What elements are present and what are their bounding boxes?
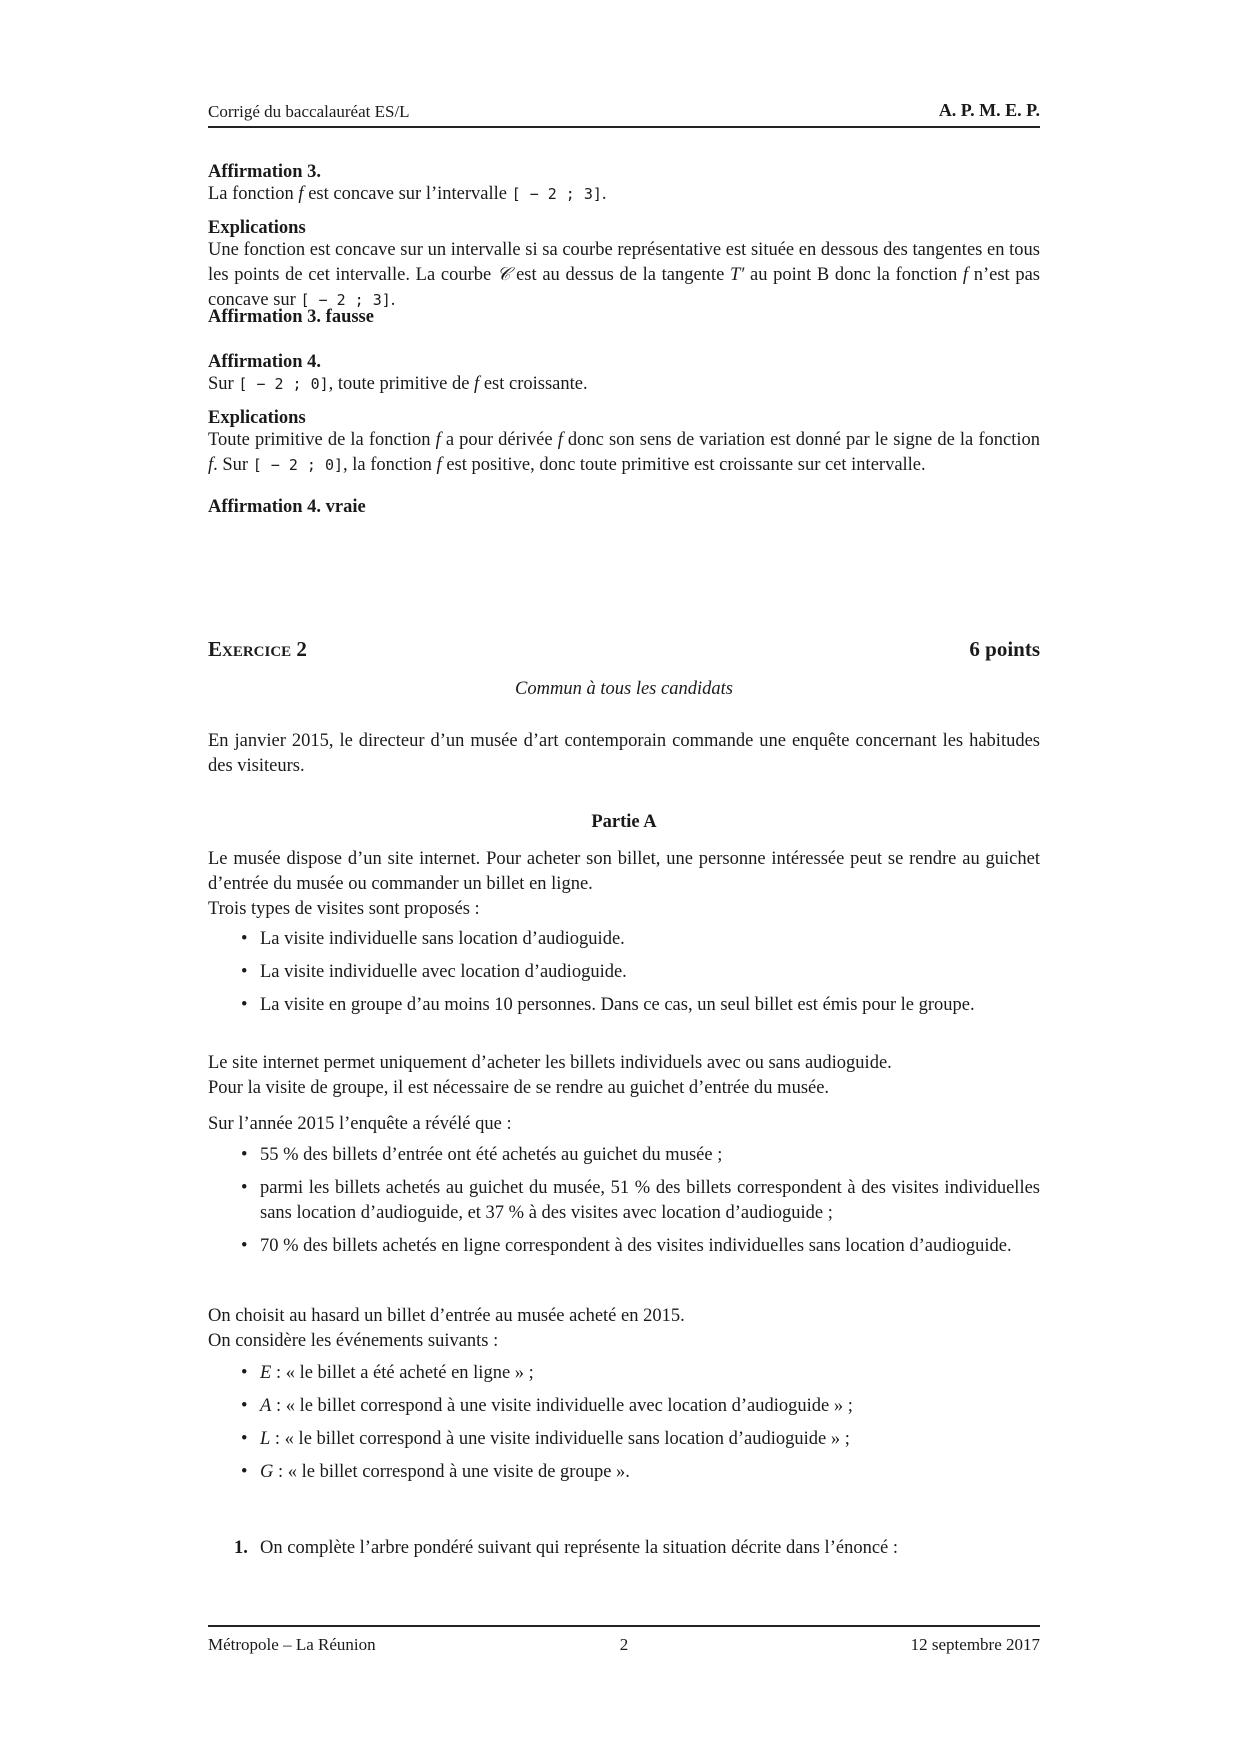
aff4-statement: Sur [ − 2 ; 0], toute primitive de f est croissante. xyxy=(208,374,588,394)
footer-location: Métropole – La Réunion xyxy=(208,1635,376,1654)
list-item: • La visite en groupe d’au moins 10 personnes. Dans ce cas, un seul billet est émis pour le groupe. xyxy=(241,995,975,1015)
header-title: Corrigé du baccalauréat ES/L xyxy=(208,102,410,121)
visit-types-list xyxy=(208,927,1040,1026)
list-item: • La visite individuelle sans location d’audioguide. xyxy=(241,929,625,949)
paragraph-visit-types: Trois types de visites sont proposés : xyxy=(208,899,480,919)
question-text: On complète l’arbre pondéré suivant qui représente la situation décrite dans l’énoncé : xyxy=(260,1538,899,1558)
list-item: • L : « le billet correspond à une visite individuelle sans location d’audioguide » ; xyxy=(241,1429,850,1449)
paragraph-random-ticket: On choisit au hasard un billet d’entrée au musée acheté en 2015. xyxy=(208,1306,685,1326)
aff3-expl-title: Explications xyxy=(208,218,306,238)
footer-date: 12 septembre 2017 xyxy=(910,1635,1040,1654)
partie-a-heading: Partie A xyxy=(591,812,657,832)
events-list xyxy=(208,1361,1040,1493)
exercise-intro: En janvier 2015, le directeur d’un musée d’art contemporain commande une enquête concernant les habitudes des visiteurs. xyxy=(208,731,1040,776)
aff3-statement: La fonction f est concave sur l’intervalle [ − 2 ; 3]. xyxy=(208,184,607,204)
header-org: A. P. M. E. P. xyxy=(938,100,1040,120)
footer-page-number: 2 xyxy=(619,1635,629,1654)
aff4-title: Affirmation 4. xyxy=(208,352,322,372)
list-item: • 55 % des billets d’entrée ont été achetés au guichet du musée ; xyxy=(241,1145,723,1165)
question-number: 1. xyxy=(234,1538,248,1558)
aff4-explanation: Toute primitive de la fonction f a pour dérivée f donc son sens de variation est donné par le signe de la fonction f. Sur [ − 2 ; 0], la fonction f est positive, donc toute primitive est croissante sur cet intervalle. xyxy=(208,430,1041,475)
aff3-title: Affirmation 3. xyxy=(208,162,322,182)
paragraph-events: On considère les événements suivants : xyxy=(208,1331,499,1351)
aff3-explanation: Une fonction est concave sur un intervalle si sa courbe représentative est située en dessous des tangentes en tous les points de cet intervalle. La courbe 𝒞 est au dessus de la tangente T′ au point B donc la fonction f n’est pas concave sur [ − 2 ; 3]. xyxy=(208,240,1040,310)
page-footer xyxy=(208,1625,1040,1654)
list-item: • parmi les billets achetés au guichet du musée, 51 % des billets correspondent à des visites individuelles sans location d’audioguide, et 37 % à des visites avec location d’audioguide ; xyxy=(241,1178,1040,1223)
aff4-verdict: Affirmation 4. vraie xyxy=(208,497,366,517)
list-item: • A : « le billet correspond à une visite individuelle avec location d’audioguide » ; xyxy=(241,1396,853,1416)
paragraph-group: Pour la visite de groupe, il est nécessaire de se rendre au guichet d’entrée du musée. xyxy=(208,1078,830,1098)
aff4-expl-title: Explications xyxy=(208,408,306,428)
exercise-subtitle: Commun à tous les candidats xyxy=(515,679,733,699)
survey-facts-list xyxy=(208,1143,1040,1267)
paragraph-online: Le site internet permet uniquement d’acheter les billets individuels avec ou sans audioguide. xyxy=(208,1053,892,1073)
aff3-verdict: Affirmation 3. fausse xyxy=(208,307,374,327)
exercise-points: 6 points xyxy=(969,637,1040,661)
list-item: • La visite individuelle avec location d’audioguide. xyxy=(241,962,627,982)
list-item: • 70 % des billets achetés en ligne correspondent à des visites individuelles sans location d’audioguide. xyxy=(241,1236,1012,1256)
paragraph-survey: Sur l’année 2015 l’enquête a révélé que : xyxy=(208,1114,512,1134)
document-page xyxy=(208,0,1040,1754)
page-header xyxy=(208,102,1040,128)
list-item: • G : « le billet correspond à une visite de groupe ». xyxy=(241,1462,630,1482)
exercise-title: Exercice 2 xyxy=(208,637,307,661)
list-item: • E : « le billet a été acheté en ligne » ; xyxy=(241,1363,534,1383)
paragraph-site: Le musée dispose d’un site internet. Pour acheter son billet, une personne intéressée peut se rendre au guichet d’entrée du musée ou commander un billet en ligne. xyxy=(208,849,1040,894)
